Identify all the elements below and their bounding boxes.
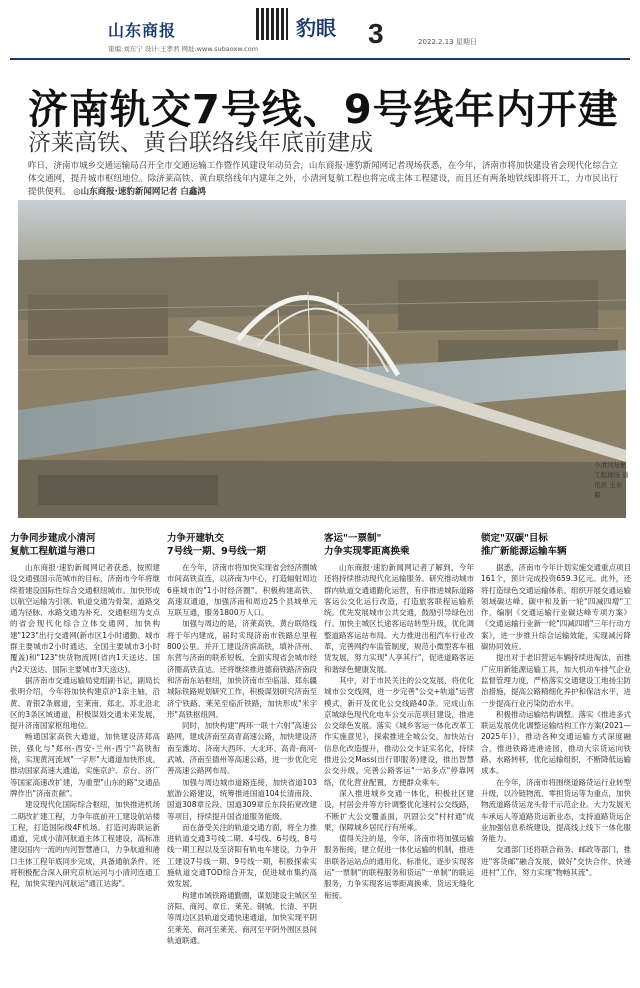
paragraph: 山东商报·速豹新闻网记者了解到，今年还将持续推动现代化运输服务。研究推动城市群内轨道交通通勤化运营，有序推进城际道路客运公交化运行改造，打造旅客联程运输系统。优先发展城市公共交通，鼓励引导绿色出行。加快主城区长途客运站转型升级，优化调整道路客运站布局。大力推进出租汽车行业改革，完善网约车监管制度，规范小微型客车租赁发展，努力实现"人享其行"，促进道路客运和谐绿色健康发展。	[324, 563, 474, 674]
newspaper-brand: 山东商报	[108, 21, 177, 40]
paragraph: 畅通国家高铁大通道，加快建设济郑高铁，强化与"郑州-西安-兰州-西宁"高铁衔接，实现黄河流域"一字形"大通道加快形成。推动国家高速大通道，实施京沪、京台、济广等国家高速改扩建，为重塑"山东的路"交通品牌作出"济南贡献"。	[10, 732, 160, 798]
qr-code-icon	[256, 8, 288, 40]
paragraph: 建设现代化国际综合枢纽，加快推进机场二期改扩建工程，力争年底前开工建设航站楼工程，打造国际级4F机场。打造河海联运新通道，完成小清河航道主体工程建设，高标准建设国内一流的内河智慧港口，力争航道和港口主体工程年底同步完成，具备通航条件。还将积极配合深入研究京杭运河与小清河连通工程，加快实现内河航运"通江达海"。	[10, 800, 160, 889]
subheadline: 济莱高铁、黄台联络线年底前建成	[28, 130, 373, 156]
masthead-rule	[10, 58, 630, 60]
column-name: 豹眼	[296, 16, 336, 40]
article-column-1	[10, 530, 160, 980]
paragraph: 构建市域铁路通勤圈，谋划建设主城区至济阳、商河、章丘、莱芜、钢城、长清、平阴等周边区县轨道交通快速通道，加快实现平阴至莱芜、商河至莱芜、商河至平阴外围区县间轨道联通。	[167, 890, 317, 945]
paragraph: 深入推进城乡交通一体化，积极社区建设，村居会并等方针调整优化速村公交线路，不断扩大公交覆盖面，巩固公交"村村通"成果，保障城乡居民行有所乘。	[324, 788, 474, 832]
paragraph: 交通部门还将联合商务、邮政等部门，推进"客货邮"融合发展，做好"交快合作、快递进村"工作，努力实现"物畅其流"。	[481, 845, 631, 878]
aerial-bridge-photo	[18, 200, 626, 518]
photo-illustration	[18, 200, 626, 518]
paragraph: 其中，对于市民关注的公交发展，将优化城市公交线网，进一步完善"公交+轨道"运营模式，新开及优化公交线路40条。完成山东京城绿色现代化电车公交示范项目建设，推进公交绿色发展。落实《城乡客运一体化改革工作实施意见》，探索推进全城公交。加快站台信息化改造提升，推动公交卡证实名化，持续推进公交Mass(出行即服务)建设，推出智慧公交升级。完善公路客运"一站多点"停靠网络，优化营业配置，方便群众乘车。	[324, 675, 474, 787]
paragraph: 加强与周边城市道路连接，加快省道103旅游公路建设，统筹推进国道104长清南段、国道308章丘段、国道309章丘东段拓宽改建等项目，持续提升国省道服务能级。	[167, 777, 317, 821]
lede-text: 昨日，济南市城乡交通运输局召开全市交通运输工作暨作风建设年动员会，山东商报·速豹新闻网记者现场获悉，在今年，济南市将加快建设省会现代化综合立体交通网，提升城市枢纽地位。除济莱高铁、黄台联络线年内建年之外，小清河复航工程也将完成主体工程建设，而且还有两条地铁线即将开工，力市民出行提供便利。	[28, 161, 618, 197]
paragraph: 在今年，济南市将围绕道路货运行业转型升级，以冷链物流、零担货运等为重点，加快物流道路货运龙头骨干示范企业。大力发展无车承运人等道路货运新业态，支持道路货运企业加强信息系统建设，提高线上线下一体化服务能力。	[481, 777, 631, 844]
section-heading: 锁定"双碳"目标 推广新能源运输车辆	[481, 533, 567, 557]
issue-date: 2022.2.13 星期日	[418, 38, 477, 46]
paragraph: 在今年，济南市将加快实现省会经济圈城市间高铁直连，以济南为中心，打造辐射周边6座城市的"1小时经济圈"。积极构建高铁、高速双通道，加强济南和周边25个县城单元互联互通，服务1800万人口。	[167, 563, 317, 618]
article-column-3	[324, 530, 474, 980]
article-column-2	[167, 530, 317, 980]
lede-byline: ◎山东商报·速豹新闻网记者 白鑫鸿	[73, 187, 206, 197]
lede-paragraph	[28, 160, 618, 199]
editor-credits: 策编:刘东宁 设计:王孝君 网址:www.subaoxw.com	[108, 45, 259, 53]
masthead	[0, 0, 640, 60]
page-number: 3	[368, 18, 384, 49]
paragraph: 积极推动运输结构调整。落实《推进多式联运发展优化调整运输结构工作方案(2021—2025年)》，推动各种交通运输方式深度融合，推进铁路进港进园，推动大宗货运向铁路、水路转移，优化运输组织，不断降低运输成本。	[481, 709, 631, 776]
paragraph: 加强与周边的是，济莱高铁、黄台联络线将于年内建成，届时实现济南市铁路总里程800公里。并开工建设济滨高铁，填补济州、东营与济南的联系短板，全面实现省会城市经济圈高铁直达。还将继续推进德商铁路济南段和济南东站枢纽，加快济南市至临淄、郑东疆城际铁路规划研究工作，积极谋划研究济南至济宁铁路、莱芜至临沂铁路，加快形成"米字形"高铁枢纽网。	[167, 619, 317, 719]
paragraph: 提出对于老旧营运车辆持续进淘汰，而推广应用新能源运输工具，加大机动车排气企业监督管理力度，严格落实交通建设工地扬尘防治措施，提高公路精细化养护和保洁水平，进一步提高行业污染防治水平。	[481, 653, 631, 708]
section-heading: 客运"一票制" 力争实现零距离换乘	[324, 533, 410, 557]
paragraph: 据悉，济南市今年计划实施交通重点项目161个，预计完成投资659.3亿元。此外，还将打造绿色交通运输体系。组织开展交通运输领域碳达峰、碳中和及新一轮"四减四增"工作，编制《交通运输行业碳达峰专项方案》《交通运输行业新一轮"四减四增"三年行动方案》，进一步推升综合运输效能，实现减污降碳协同效应。	[481, 563, 631, 652]
headline: 济南轨交7号线、9号线年内开建	[28, 87, 619, 133]
paragraph: 而在备受关注的轨道交通方面，将全力推进轨道交通3号线二期、4号线、6号线、8号线一期工程以及至济阳有轨电车建设，力争开工建设7号线一期、9号线一期，积极探索实施轨道交通TOD综合开发，促进城市集约高效发展。	[167, 822, 317, 889]
photo-caption: 小清河复航工程现场 通讯员 王水 摄	[594, 461, 629, 499]
article-column-4	[481, 530, 631, 980]
paragraph: 同时，加快构建"两环一联十六射"高速公路网，建成济南至高青高速公路，加快建设济南至潍坊、济南大西环、大北环、高青-商河-武城、济南至德州等高速公路，进一步优化完善高速公路网布局。	[167, 721, 317, 776]
section-heading: 力争同步建成小清河 复航工程航道与港口	[10, 533, 96, 557]
section-heading: 力争开建轨交 7号线一期、9号线一期	[167, 533, 266, 557]
paragraph: 据济南市交通运输局党组副书记，副局长张明介绍，今年将加快构建京沪1亲主轴，沿黄、青银2条廊道，至莱南、郑北、苏北沿北区的3条区域通道，积极谋划交通未来发展，提升济南国家枢纽地位。	[10, 675, 160, 731]
paragraph: 值得关注的是，今年，济南市将加强运输服务衔接，建立促进一体化运输的机制，推进串联各运站点的通用化、标准化，逐步实现客运"一票制"的联程服务和货运"一单制"的联运服务，力争实现客运零距离换乘、货运无缝化衔接。	[324, 834, 474, 900]
paragraph: 山东商报·速豹新闻网记者获悉，按照建设交通强国示范城市的目标，济南市今年将继续着建设国际性综合交通枢纽城市。加快形成以航空运输为引领、轨道交通为骨架、道路交通为径脉、水路交通为补充、交通枢纽为支点的省会现代化综合立体交通网，加快构建"123"出行交通网(新市区1小时通勤、城市群主要城市2小时通达、全国主要城市3小时覆盖)和"123"快货物流网(省内1天送达、国内2天送达、国际主要城市3天送达)。	[10, 563, 160, 674]
